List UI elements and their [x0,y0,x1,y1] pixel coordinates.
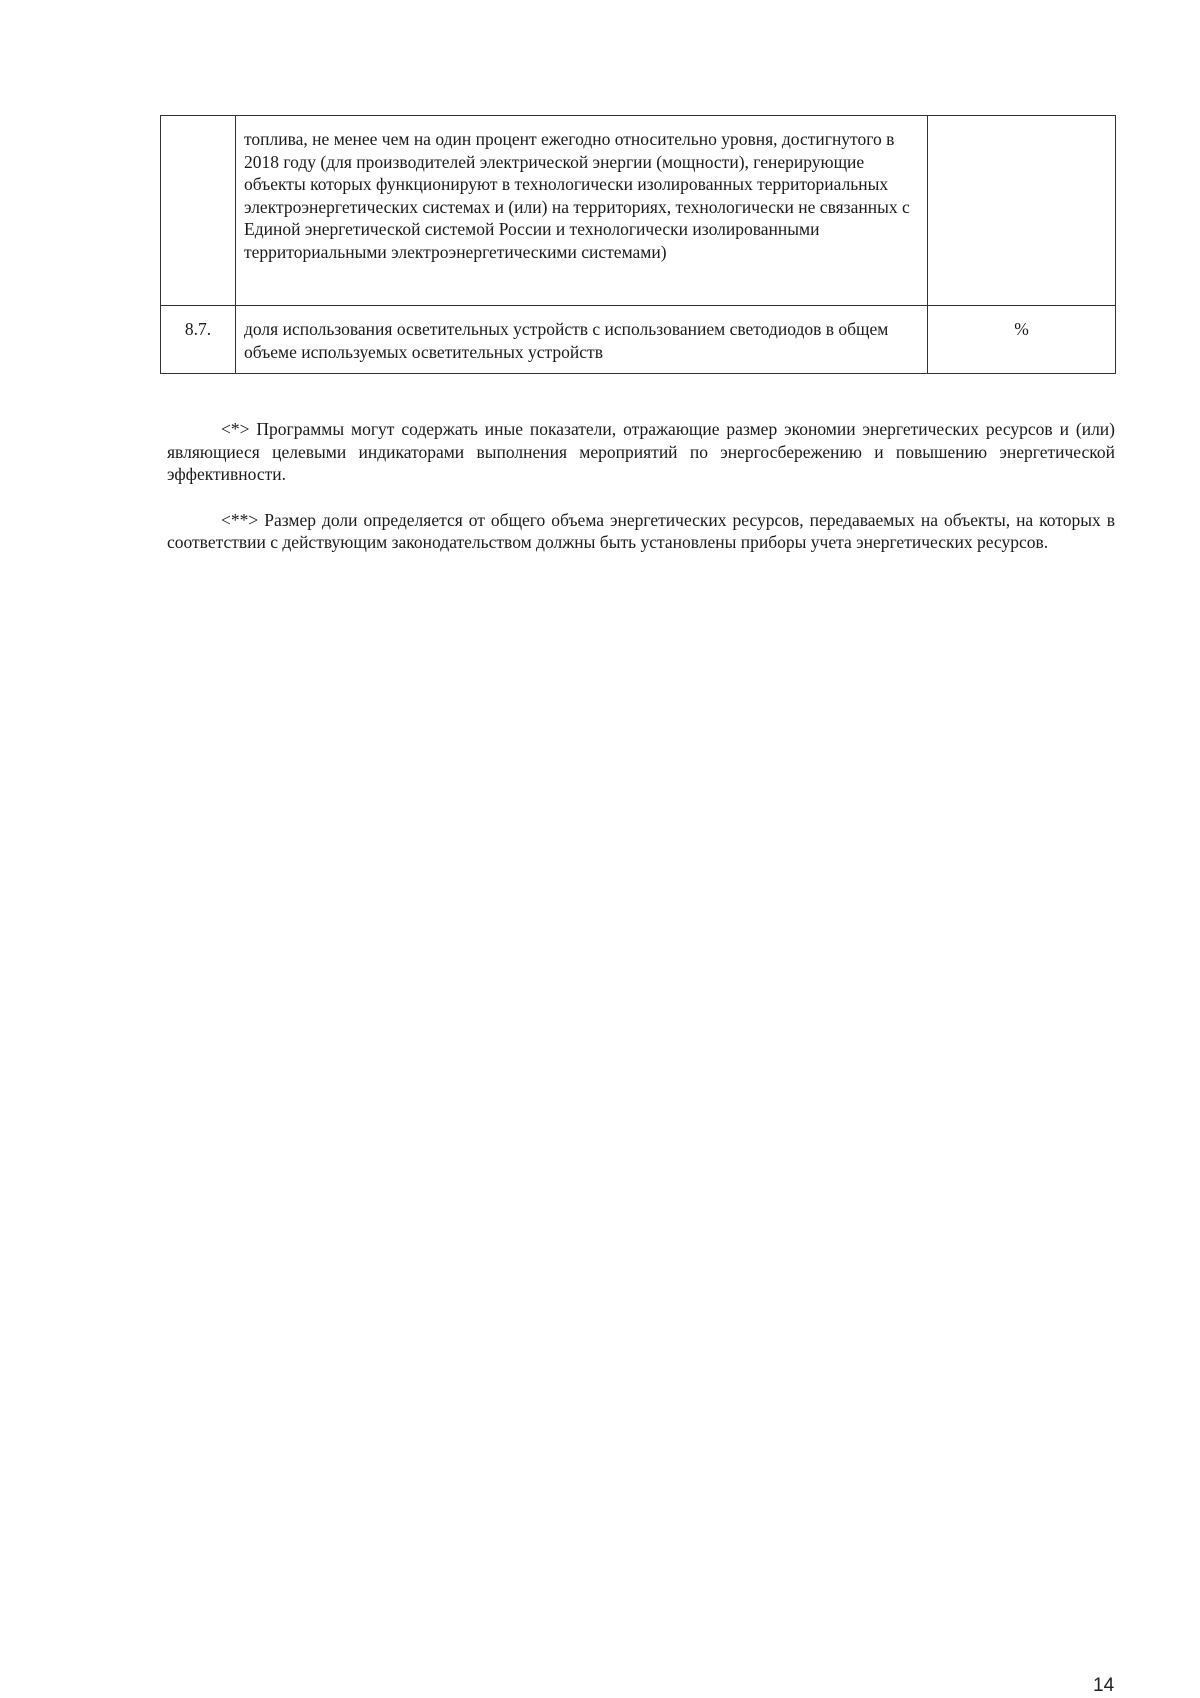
footnotes [167,418,1115,577]
row-unit-cell [928,116,1116,306]
row-number-cell: 8.7. [161,306,236,374]
table-row [161,306,1116,374]
row-unit-cell: % [928,306,1116,374]
footnote-1: <*> Программы могут содержать иные показатели, отражающие размер экономии энергетических ресурсов и (или) являющиеся целевыми индикаторами выполнения мероприятий по энергосбережению и повышению энергетической эффективности. [167,419,1115,484]
row-text-cell: топлива, не менее чем на один процент ежегодно относительно уровня, достигнутого в 2018 году (для производителей электрической энергии (мощности), генерирующие объекты которых функционируют в технологически изолированных территориальных электроэнергетических системах и (или) на территориях, технологически не связанных с Единой энергетической системой России и технологически изолированными территориальными электроэнергетическими системами) [236,116,928,306]
row-number-cell [161,116,236,306]
table-row [161,116,1116,306]
row-text-cell: доля использования осветительных устройств с использованием светодиодов в общем объеме используемых осветительных устройств [236,306,928,374]
footnote-2: <**> Размер доли определяется от общего объема энергетических ресурсов, передаваемых на объекты, на которых в соответствии с действующим законодательством должны быть установлены приборы учета энергетических ресурсов. [167,509,1115,552]
page-number: 14 [1093,1675,1115,1696]
indicators-table [160,115,1116,374]
